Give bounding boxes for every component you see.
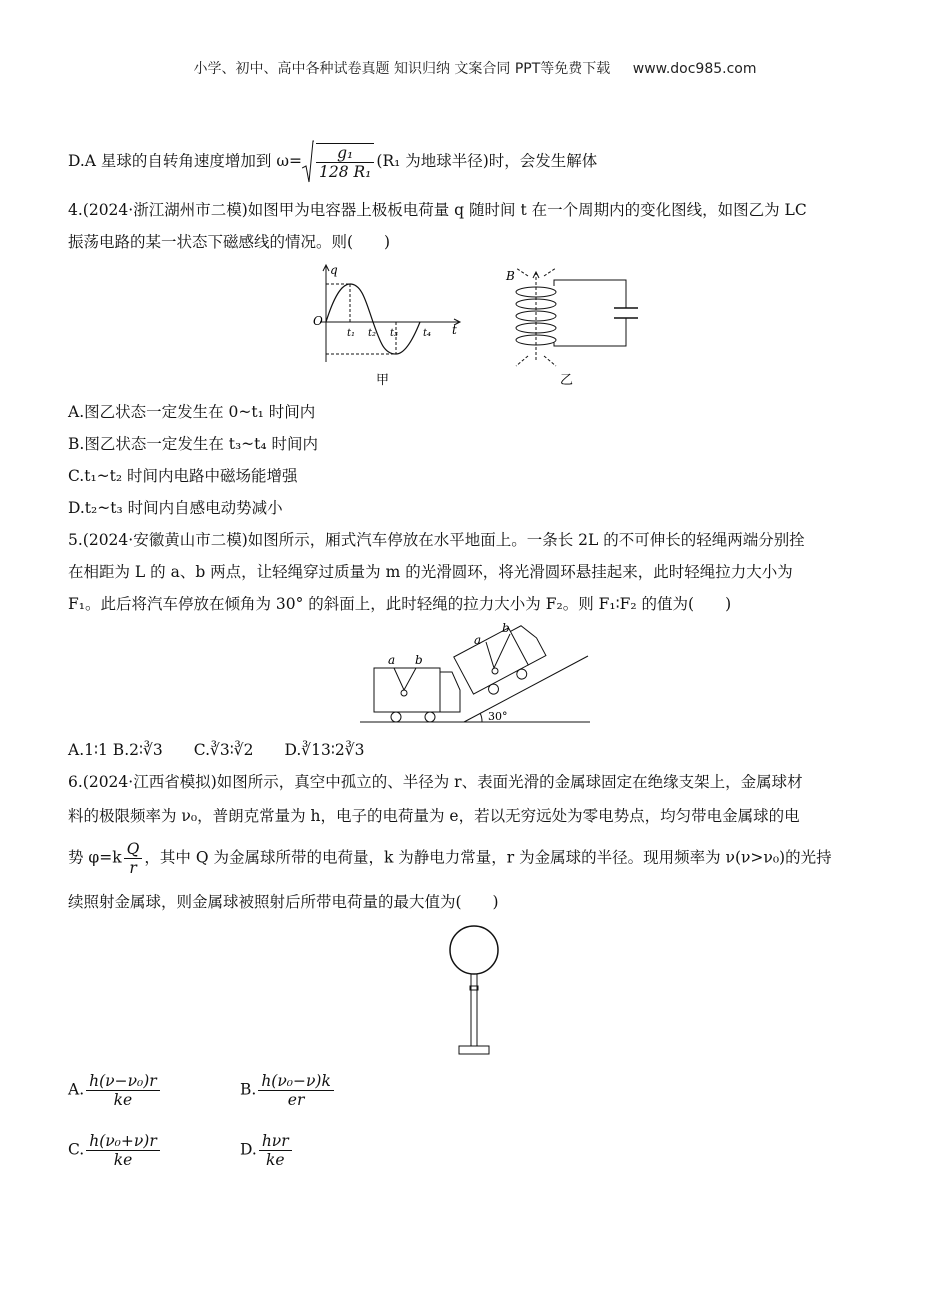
q6-stem-line4: 续照射金属球，则金属球被照射后所带电荷量的最大值为( ) [68,893,499,911]
incline-angle: 30° [488,710,508,723]
q6-frac-num: Q [124,840,143,859]
q5-options: A.1∶1 B.2∶∛3 C.∛3∶∛2 D.∛13∶2∛3 [68,741,365,759]
header-text: 小学、初中、高中各种试卷真题 知识归纳 文案合同 PPT等免费下载 [193,61,611,77]
tick-t3: t₃ [390,328,399,339]
tick-t2: t₂ [368,328,377,339]
truck1-label-a: a [388,653,396,667]
q6-stem-line2: 料的极限频率为 ν₀，普朗克常量为 h，电子的电荷量为 e，若以无穷远处为零电势点，均匀带电金属球的电 [68,807,800,825]
q6-option-a-fraction [86,1072,160,1109]
q4-option-c: C.t₁~t₂ 时间内电路中磁场能增强 [68,467,298,485]
q6-option-b-num: h(ν₀−ν)k [258,1072,334,1091]
q6-option-b-den: er [287,1091,305,1109]
q6-potential-suffix: ，其中 Q 为金属球所带的电荷量，k 为静电力常量，r 为金属球的半径。现用频率为 ν(ν>ν₀)的光持 [144,848,832,867]
lc-circuit [496,262,646,392]
frac-numerator: g₁ [316,144,374,163]
q4-figure-b [496,262,646,396]
header-site-link[interactable]: www.doc985.com [632,61,757,77]
q4-option-d: D.t₂~t₃ 时间内自感电动势减小 [68,499,283,517]
q3d-prefix: D.A 星球的自转角速度增加到 ω= [68,152,302,170]
q5-figure [360,620,600,734]
q3d-suffix: (R₁ 为地球半径)时，会发生解体 [376,152,598,170]
q6-option-a-num: h(ν−ν₀)r [86,1072,160,1091]
page-header [0,58,950,78]
q4-figure-a [310,262,470,396]
q6-frac-den: r [129,859,137,877]
axis-label-t: t [452,323,457,337]
q4-option-b: B.图乙状态一定发生在 t₃~t₄ 时间内 [68,435,319,453]
b-field-label: B [506,269,515,283]
tick-t4: t₄ [423,328,432,339]
sqrt-expression [302,140,376,184]
q5-stem-line1: 5.(2024·安徽黄山市二模)如图所示，厢式汽车停放在水平地面上。一条长 2L 的不可伸长的轻绳两端分别拴 [68,531,805,549]
q6-option-b-fraction [258,1072,334,1109]
tick-t1: t₁ [347,328,356,339]
q6-option-d-den: ke [265,1151,285,1169]
q-t-graph [310,262,470,392]
q5-stem-line3: F₁。此后将汽车停放在倾角为 30° 的斜面上，此时轻绳的拉力大小为 F₂。则 F₁∶F₂ 的值为( ) [68,595,732,613]
q6-potential-fraction [124,840,143,877]
q6-option-b [240,1072,336,1109]
q6-option-c-label: C. [68,1140,85,1159]
q6-potential-prefix: 势 φ=k [68,848,122,867]
truck-diagram [360,620,600,730]
q6-option-c-den: ke [113,1151,133,1169]
truck2-label-a: a [474,633,482,647]
q6-option-a-den: ke [113,1091,133,1109]
q6-option-d-fraction [259,1132,292,1169]
q6-option-b-label: B. [240,1080,257,1099]
q6-option-a-label: A. [68,1080,85,1099]
sqrt-fraction [316,143,374,181]
truck1-label-b: b [415,653,423,667]
metal-sphere-stand [440,924,510,1060]
q4-stem-line2: 振荡电路的某一状态下磁感线的情况。则( ) [68,233,391,251]
q4-stem-line1: 4.(2024·浙江湖州市二模)如图甲为电容器上极板电荷量 q 随时间 t 在一个周期内的变化图线，如图乙为 LC [68,201,807,219]
q6-stem-line1: 6.(2024·江西省模拟)如图所示，真空中孤立的、半径为 r、表面光滑的金属球固定在绝缘支架上，金属球材 [68,773,803,791]
axis-label-q: q [330,263,338,277]
truck2-label-b: b [502,621,510,635]
q6-stem-line3 [68,840,832,877]
q5-stem-line2: 在相距为 L 的 a、b 两点，让轻绳穿过质量为 m 的光滑圆环，将光滑圆环悬挂起来，此时轻绳拉力大小为 [68,563,793,581]
q6-option-c-num: h(ν₀+ν)r [86,1132,160,1151]
q4-option-a: A.图乙状态一定发生在 0~t₁ 时间内 [68,403,316,421]
radical-sign-icon [302,140,314,184]
origin-label: O [313,314,323,328]
q3-option-d [68,140,597,184]
q6-option-c-fraction [86,1132,160,1169]
q6-option-c [68,1132,162,1169]
figure-a-caption: 甲 [376,373,390,388]
q6-option-d-num: hνr [259,1132,292,1151]
q6-option-a [68,1072,162,1109]
q6-figure [440,924,510,1064]
frac-denominator: 128 R₁ [318,163,372,181]
q6-option-d [240,1132,294,1169]
q6-option-d-label: D. [240,1140,257,1159]
figure-b-caption: 乙 [560,373,574,388]
